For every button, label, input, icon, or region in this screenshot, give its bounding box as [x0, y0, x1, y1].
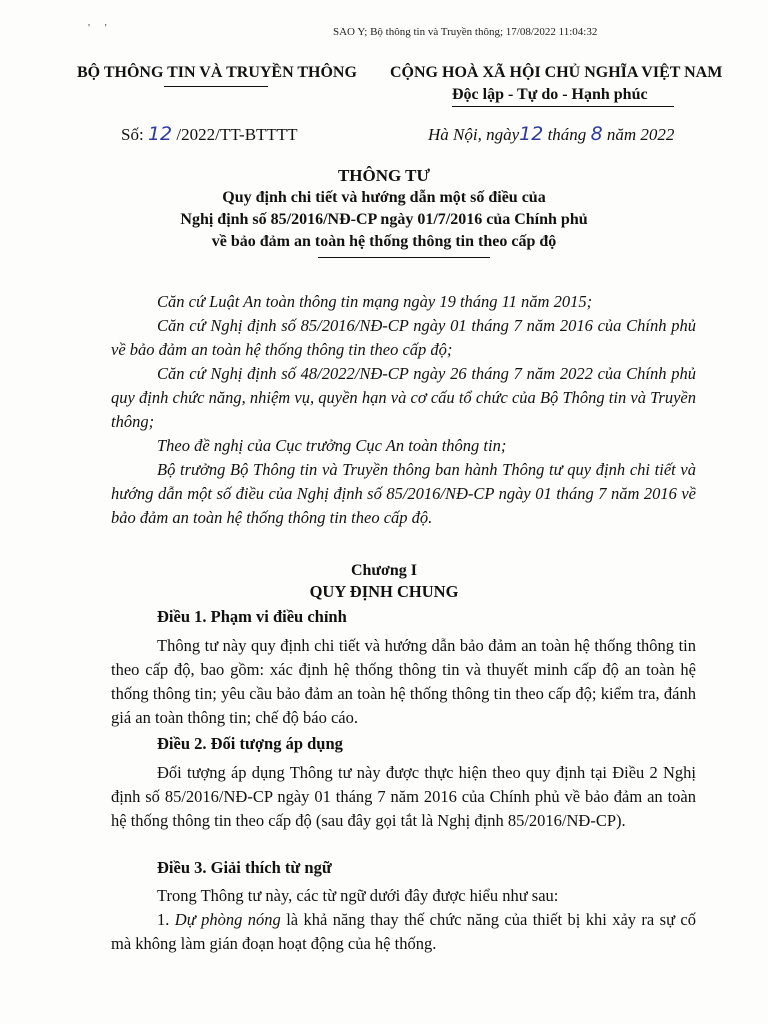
- item-number: 1.: [157, 910, 170, 929]
- preamble-legal-basis-3: Căn cứ Nghị định số 48/2022/NĐ-CP ngày 26 tháng 7 năm 2022 của Chính phủ quy định chức năng, nhiệm vụ, quyền hạn và cơ cấu tổ chức của Bộ Thông tin và Truyền thông;: [111, 364, 696, 431]
- motto-underline: [452, 106, 674, 107]
- preamble-enactment: Bộ trưởng Bộ Thông tin và Truyền thông ban hành Thông tư quy định chi tiết và hướng dẫn một số điều của Nghị định số 85/2016/NĐ-CP ngày 01 tháng 7 năm 2016 về bảo đảm an toàn hệ thống thông tin theo cấp độ.: [111, 460, 696, 527]
- doc-number-suffix: /2022/TT-BTTTT: [176, 125, 298, 144]
- handwritten-doc-number: 12: [147, 123, 173, 145]
- preamble-proposal: Theo đề nghị của Cục trưởng Cục An toàn thông tin;: [157, 436, 507, 455]
- ministry-underline: [164, 86, 268, 87]
- date-place: Hà Nội, ngày: [428, 125, 520, 144]
- article-3-item-1: [111, 908, 696, 956]
- date-month-label: tháng: [547, 125, 587, 144]
- term-definition: là khả năng thay thế chức năng của thiết bị khi xảy ra sự cố mà không làm gián đoạn hoạt động của hệ thống.: [111, 910, 697, 953]
- preamble-legal-basis-1: Căn cứ Luật An toàn thông tin mạng ngày 19 tháng 11 năm 2015;: [157, 292, 593, 311]
- national-title: CỘNG HOÀ XÃ HỘI CHỦ NGHĨA VIỆT NAM: [390, 64, 723, 81]
- article-2-text: Đối tượng áp dụng Thông tư này được thực hiện theo quy định tại Điều 2 Nghị định số 85/2016/NĐ-CP ngày 01 tháng 7 năm 2016 của Chính phủ về bảo đảm an toàn hệ thống thông tin theo cấp độ (sau đây gọi tắt là Nghị định 85/2016/NĐ-CP).: [111, 763, 696, 830]
- scan-specks: ' ': [88, 22, 113, 34]
- preamble-legal-basis-2: Căn cứ Nghị định số 85/2016/NĐ-CP ngày 01 tháng 7 năm 2016 của Chính phủ về bảo đảm an toàn hệ thống thông tin theo cấp độ;: [111, 316, 696, 359]
- article-3-intro: Trong Thông tư này, các từ ngữ dưới đây được hiểu như sau:: [157, 886, 559, 905]
- document-subject-line-1: Quy định chi tiết và hướng dẫn một số điều của: [222, 189, 546, 206]
- handwritten-day: 12: [519, 123, 544, 145]
- copy-stamp: SAO Y; Bộ thông tin và Truyền thông; 17/08/2022 11:04:32: [333, 26, 598, 38]
- document-date: [428, 123, 674, 145]
- chapter-label: Chương I: [350, 562, 418, 579]
- chapter-title: QUY ĐỊNH CHUNG: [309, 582, 459, 601]
- article-1-text: Thông tư này quy định chi tiết và hướng dẫn bảo đảm an toàn hệ thống thông tin theo cấp độ, bao gồm: xác định hệ thống thông tin và thuyết minh cấp độ an toàn hệ thống thông tin; yêu cầu bảo đảm an toàn hệ thống thông tin theo cấp độ; kiểm tra, đánh giá an toàn thông tin; chế độ báo cáo.: [111, 636, 696, 727]
- document-subject-line-3: về bảo đảm an toàn hệ thống thông tin theo cấp độ: [211, 233, 557, 250]
- doc-number-prefix: Số:: [121, 125, 144, 144]
- document-number: [121, 123, 298, 145]
- document-subject-line-2: Nghị định số 85/2016/NĐ-CP ngày 01/7/2016 của Chính phủ: [180, 211, 588, 228]
- article-3-heading: Điều 3. Giải thích từ ngữ: [157, 858, 332, 877]
- issuing-ministry: BỘ THÔNG TIN VÀ TRUYỀN THÔNG: [77, 64, 357, 81]
- document-type-title: THÔNG TƯ: [337, 166, 431, 185]
- article-1-heading: Điều 1. Phạm vi điều chỉnh: [157, 607, 347, 626]
- national-motto: Độc lập - Tự do - Hạnh phúc: [452, 86, 648, 103]
- subject-underline: [318, 257, 490, 258]
- date-year: năm 2022: [606, 125, 675, 144]
- handwritten-month: 8: [590, 123, 603, 145]
- article-2-heading: Điều 2. Đối tượng áp dụng: [157, 734, 343, 753]
- defined-term: Dự phòng nóng: [174, 910, 281, 929]
